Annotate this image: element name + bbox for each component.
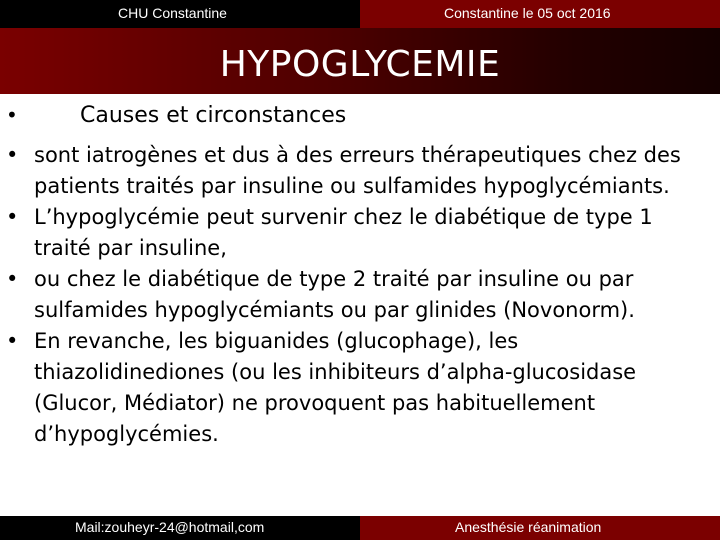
bullet-dot: • (6, 143, 19, 167)
bullet-dot: • (6, 329, 19, 353)
header-left-bar (0, 0, 360, 28)
list-item (0, 264, 720, 326)
footer-left-bar (0, 516, 360, 540)
footer-right-bar (360, 516, 720, 540)
list-item (0, 202, 720, 264)
header-institution: CHU Constantine (118, 5, 227, 21)
bullet-list (0, 140, 720, 450)
list-item (0, 326, 720, 450)
bullet-dot: • (6, 205, 19, 229)
list-item (0, 140, 720, 202)
footer-email: Mail:zouheyr-24@hotmail,com (75, 519, 265, 535)
heading-bullet: • (6, 103, 18, 127)
header-date: Constantine le 05 oct 2016 (444, 5, 611, 21)
section-heading: Causes et circonstances (80, 103, 347, 128)
list-item-text: L’hypoglycémie peut survenir chez le diabétique de type 1 traité par insuline, (34, 205, 653, 260)
slide-title: HYPOGLYCEMIE (219, 44, 501, 85)
footer-department: Anesthésie réanimation (455, 519, 602, 535)
list-item-text: sont iatrogènes et dus à des erreurs thérapeutiques chez des patients traités par insuline ou sulfamides hypoglycémiants. (34, 143, 681, 198)
header-right-bar (360, 0, 720, 28)
slide-content (0, 94, 720, 516)
title-band (0, 28, 720, 94)
bullet-dot: • (6, 267, 19, 291)
list-item-text: En revanche, les biguanides (glucophage), les thiazolidinediones (ou les inhibiteurs d’alpha-glucosidase (Glucor, Médiator) ne provoquent pas habituellement d’hypoglycémies. (34, 329, 637, 446)
list-item-text: ou chez le diabétique de type 2 traité par insuline ou par sulfamides hypoglycémiants ou par glinides (Novonorm). (34, 267, 635, 322)
heading-row (0, 102, 720, 134)
